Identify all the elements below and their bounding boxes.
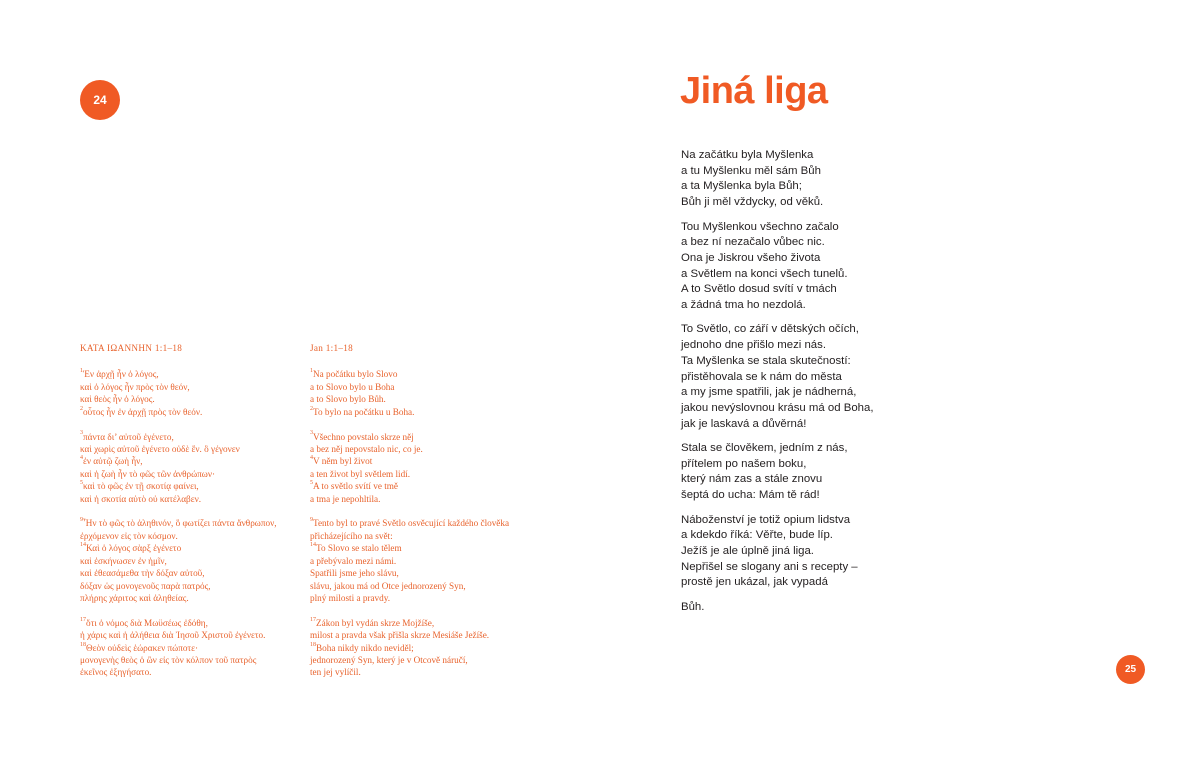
verse-text: Spatřili jsme jeho slávu, [310, 568, 399, 579]
verse-line [80, 406, 310, 418]
poem-line: Ta Myšlenka se stala skutečností: [681, 354, 851, 367]
verse-text: jednorozený Syn, který je v Otcově náručí, [310, 655, 468, 666]
poem-stanza [681, 441, 921, 504]
poem-stanza [681, 322, 921, 432]
verse-text: μονογενὴς θεὸς ὁ ὢν εἰς τὸν κόλπον τοῦ πατρὸς [80, 655, 257, 666]
verse-number: 1 [310, 368, 313, 375]
verse-text: ἡ χάρις καὶ ἡ ἀλήθεια διὰ Ἰησοῦ Χριστοῦ ἐγένετο. [80, 630, 266, 641]
verse-stanza [80, 368, 310, 418]
verse-line [310, 517, 520, 529]
verse-line [310, 555, 520, 567]
verse-line [80, 368, 310, 380]
verse-text: ἐρχόμενον εἰς τὸν κόσμον. [80, 530, 178, 541]
verse-stanza [310, 368, 520, 418]
verse-text: Ἦν τὸ φῶς τὸ ἀληθινόν, ὃ φωτίζει πάντα ἄνθρωπον, [83, 518, 277, 529]
poem-stanza [681, 513, 921, 592]
verse-text: ἐκεῖνος ἐξηγήσατο. [80, 667, 152, 678]
verse-number: 4 [310, 455, 313, 462]
verse-number: 2 [80, 405, 83, 412]
verse-number: 9 [310, 517, 313, 524]
verse-number: 1 [80, 368, 83, 375]
verse-text: καὶ θεὸς ἦν ὁ λόγος. [80, 394, 155, 405]
verse-number: 3 [310, 430, 313, 437]
verse-text: přicházejícího na svět: [310, 530, 393, 541]
poem-line: Bůh ji měl vždycky, od věků. [681, 196, 824, 209]
czech-text-column [310, 342, 520, 691]
verse-text: a to Slovo bylo u Boha [310, 381, 395, 392]
verse-line [80, 642, 310, 654]
verse-line [310, 666, 520, 678]
verse-line [310, 542, 520, 554]
poem-line: jakou nevýslovnou krásu má od Boha, [681, 401, 874, 414]
verse-line [80, 592, 310, 604]
greek-reference: ΚΑΤΑ ΙΩΑΝΝΗΝ 1:1–18 [80, 343, 183, 353]
greek-text-column [80, 342, 310, 691]
verse-line [80, 530, 310, 542]
verse-text: To Slovo se stalo tělem [316, 543, 402, 554]
poem-line: a my jsme spatřili, jak je nádherná, [681, 386, 857, 399]
verse-text: Ἐν ἀρχῇ ἦν ὁ λόγος, [83, 369, 159, 380]
verse-text: A to světlo svítí ve tmě [313, 481, 398, 492]
verse-text: οὗτος ἦν ἐν ἀρχῇ πρὸς τὸν θεόν. [83, 406, 203, 417]
verse-stanza [310, 431, 520, 505]
page-number-right: 25 [1116, 655, 1145, 684]
verse-number: 9 [80, 517, 83, 524]
verse-line [80, 393, 310, 405]
poem-line: To Světlo, co září v dětských očích, [681, 323, 859, 336]
poem-line: Tou Myšlenkou všechno začalo [681, 220, 839, 233]
poem-line: a žádná tma ho nezdolá. [681, 299, 806, 312]
verse-text: καὶ ἐθεασάμεθα τὴν δόξαν αὐτοῦ, [80, 568, 205, 579]
czech-stanzas [310, 368, 520, 678]
verse-line [80, 617, 310, 629]
poem-line: jednoho dne přišlo mezi nás. [681, 339, 827, 352]
verse-number: 17 [80, 616, 86, 623]
verse-line [80, 468, 310, 480]
verse-text: ten jej vylíčil. [310, 667, 361, 678]
verse-stanza [80, 617, 310, 679]
verse-text: a tma je nepohltila. [310, 493, 381, 504]
verse-text: καὶ χωρὶς αὐτοῦ ἐγένετο οὐδὲ ἕν. ὃ γέγονεν [80, 443, 240, 454]
verse-text: milost a pravda však přišla skrze Mesiáše Ježíše. [310, 630, 490, 641]
poem-line: a bez ní nezačalo vůbec nic. [681, 236, 825, 249]
verse-line [310, 468, 520, 480]
poem-line: Bůh. [681, 600, 705, 613]
verse-line [310, 530, 520, 542]
verse-line [310, 592, 520, 604]
verse-line [310, 629, 520, 641]
poem-line: a kdekdo říká: Věřte, bude líp. [681, 529, 833, 542]
poem-line: Ona je Jiskrou všeho života [681, 251, 821, 264]
greek-stanzas [80, 368, 310, 678]
verse-number: 17 [310, 616, 316, 623]
verse-number: 5 [310, 480, 313, 487]
poem-stanza [681, 148, 921, 211]
poem-stanza [681, 220, 921, 314]
verse-stanza [80, 517, 310, 604]
verse-text: Θεὸν οὐδεὶς ἑώρακεν πώποτε· [86, 642, 199, 653]
poem-line: Na začátku byla Myšlenka [681, 149, 814, 161]
verse-line [80, 431, 310, 443]
verse-line [80, 580, 310, 592]
verse-line [310, 617, 520, 629]
verse-line [310, 567, 520, 579]
verse-line [310, 493, 520, 505]
verse-text: a to Slovo bylo Bůh. [310, 394, 386, 405]
page-title: Jiná liga [680, 70, 828, 112]
verse-text: slávu, jakou má od Otce jednorozený Syn, [310, 580, 466, 591]
verse-line [80, 555, 310, 567]
poem [681, 148, 921, 624]
poem-line: a tu Myšlenku měl sám Bůh [681, 164, 821, 177]
page-number-left: 24 [80, 80, 120, 120]
verse-text: a přebývalo mezi námi. [310, 555, 397, 566]
verse-text: plný milosti a pravdy. [310, 592, 391, 603]
verse-stanza [310, 517, 520, 604]
verse-text: Καὶ ὁ λόγος σὰρξ ἐγένετο [86, 543, 182, 554]
verse-line [310, 431, 520, 443]
verse-line [310, 443, 520, 455]
verse-text: Tento byl to pravé Světlo osvěcující každého člověka [313, 518, 510, 529]
verse-line [80, 654, 310, 666]
poem-line: jak je laskavá a důvěrná! [681, 417, 807, 430]
verse-line [80, 443, 310, 455]
verse-text: καὶ τὸ φῶς ἐν τῇ σκοτίᾳ φαίνει, [83, 481, 199, 492]
verse-number: 4 [80, 455, 83, 462]
verse-text: πλήρης χάριτος καὶ ἀληθείας. [80, 592, 189, 603]
verse-line [80, 629, 310, 641]
verse-line [80, 455, 310, 467]
verse-line [310, 406, 520, 418]
poem-line: Stala se člověkem, jedním z nás, [681, 442, 848, 455]
verse-number: 14 [310, 542, 316, 549]
verse-number: 14 [80, 542, 86, 549]
verse-stanza [80, 431, 310, 505]
poem-line: přítelem po našem boku, [681, 457, 807, 470]
verse-text: πάντα δι’ αὐτοῦ ἐγένετο, [83, 431, 174, 442]
poem-line: Náboženství je totiž opium lidstva [681, 513, 851, 526]
poem-line: prostě jen ukázal, jak vypadá [681, 576, 828, 589]
verse-number: 18 [80, 641, 86, 648]
verse-line [80, 567, 310, 579]
verse-text: ὅτι ὁ νόμος διὰ Μωϋσέως ἐδόθη, [86, 617, 208, 628]
verse-text: καὶ ὁ λόγος ἦν πρὸς τὸν θεόν, [80, 381, 190, 392]
poem-stanza [681, 600, 921, 616]
verse-line [80, 542, 310, 554]
verse-text: Na počátku bylo Slovo [313, 369, 398, 380]
poem-line: a Světlem na konci všech tunelů. [681, 267, 848, 280]
verse-line [310, 368, 520, 380]
poem-line: Ježíš je ale úplně jiná liga. [681, 544, 814, 557]
verse-line [310, 393, 520, 405]
verse-line [310, 580, 520, 592]
poem-line: a ta Myšlenka byla Bůh; [681, 180, 802, 193]
verse-line [310, 381, 520, 393]
verse-text: Boha nikdy nikdo neviděl; [316, 642, 414, 653]
verse-line [80, 517, 310, 529]
verse-line [80, 666, 310, 678]
verse-number: 5 [80, 480, 83, 487]
verse-text: καὶ ἐσκήνωσεν ἐν ἡμῖν, [80, 555, 167, 566]
verse-text: Všechno povstalo skrze něj [313, 431, 414, 442]
verse-text: a bez něj nepovstalo nic, co je. [310, 443, 423, 454]
poem-line: který nám zas a stále znovu [681, 473, 823, 486]
czech-reference: Jan 1:1–18 [310, 343, 354, 353]
verse-text: V něm byl život [313, 456, 373, 467]
poem-line: šeptá do ucha: Mám tě rád! [681, 489, 820, 502]
verse-text: καὶ ἡ ζωὴ ἦν τὸ φῶς τῶν ἀνθρώπων· [80, 468, 216, 479]
verse-number: 18 [310, 641, 316, 648]
verse-line [310, 455, 520, 467]
verse-text: δόξαν ὡς μονογενοῦς παρὰ πατρός, [80, 580, 211, 591]
verse-line [80, 493, 310, 505]
verse-text: To bylo na počátku u Boha. [313, 406, 415, 417]
verse-line [310, 654, 520, 666]
verse-text: Zákon byl vydán skrze Mojžíše, [316, 617, 435, 628]
verse-stanza [310, 617, 520, 679]
verse-number: 2 [310, 405, 313, 412]
verse-text: καὶ ἡ σκοτία αὐτὸ οὐ κατέλαβεν. [80, 493, 202, 504]
verse-number: 3 [80, 430, 83, 437]
poem-line: přistěhovala se k nám do města [681, 370, 842, 383]
verse-text: ἐν αὐτῷ ζωὴ ἦν, [83, 456, 143, 467]
verse-line [310, 480, 520, 492]
verse-line [80, 480, 310, 492]
verse-line [80, 381, 310, 393]
poem-line: Nepřišel se slogany ani s recepty – [681, 560, 858, 573]
verse-line [310, 642, 520, 654]
verse-text: a ten život byl světlem lidí. [310, 468, 411, 479]
poem-line: A to Světlo dosud svítí v tmách [681, 283, 837, 296]
